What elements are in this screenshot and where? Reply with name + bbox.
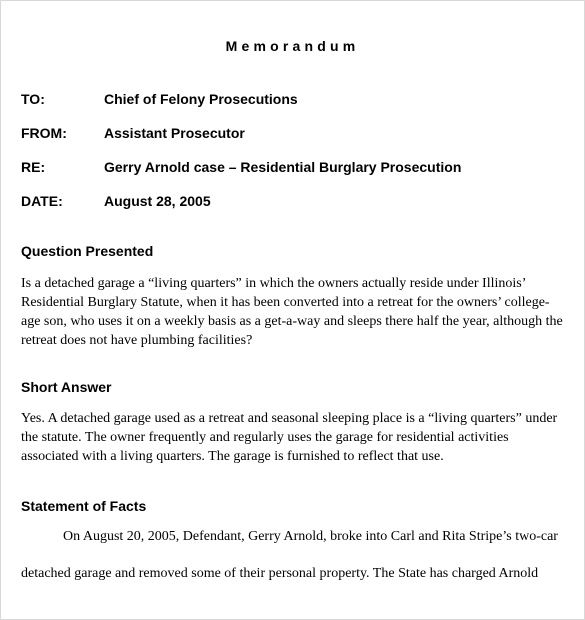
to-label: TO:	[21, 91, 45, 107]
short-answer-paragraph	[21, 409, 566, 466]
paragraph-line: Is a detached garage a “living quarters” in which the owners actually reside under Illinois’	[21, 276, 527, 291]
paragraph-line: On August 20, 2005, Defendant, Gerry Arnold, broke into Carl and Rita Stripe’s two-car	[63, 529, 558, 544]
re-label: RE:	[21, 159, 46, 175]
paragraph-line: the statute. The owner frequently and regularly uses the garage for residential activities	[21, 430, 509, 445]
paragraph-line: age son, who uses it on a weekly basis as a get-a-way and sleeps there half the year, although the	[21, 314, 563, 329]
paragraph-line: detached garage and removed some of their personal property. The State has charged Arnold	[21, 566, 539, 581]
memo-title: Memorandum	[225, 38, 360, 54]
paragraph-line: Yes. A detached garage used as a retreat and seasonal sleeping place is a “living quarters” under	[21, 411, 558, 426]
re-value: Gerry Arnold case – Residential Burglary Prosecution	[104, 159, 462, 175]
to-value: Chief of Felony Prosecutions	[104, 91, 298, 107]
from-label: FROM:	[21, 125, 67, 141]
question-presented-heading: Question Presented	[21, 243, 154, 259]
paragraph-line: retreat does not have plumbing facilities?	[21, 333, 253, 348]
paragraph-line: associated with a living quarters. The garage is furnished to reflect that use.	[21, 449, 444, 464]
paragraph-line: Residential Burglary Statute, when it has been converted into a retreat for the owners’ college-	[21, 295, 550, 310]
short-answer-heading: Short Answer	[21, 379, 112, 395]
question-presented-paragraph	[21, 274, 566, 350]
from-value: Assistant Prosecutor	[104, 125, 245, 141]
date-value: August 28, 2005	[104, 193, 211, 209]
date-label: DATE:	[21, 193, 63, 209]
statement-of-facts-heading: Statement of Facts	[21, 498, 147, 514]
